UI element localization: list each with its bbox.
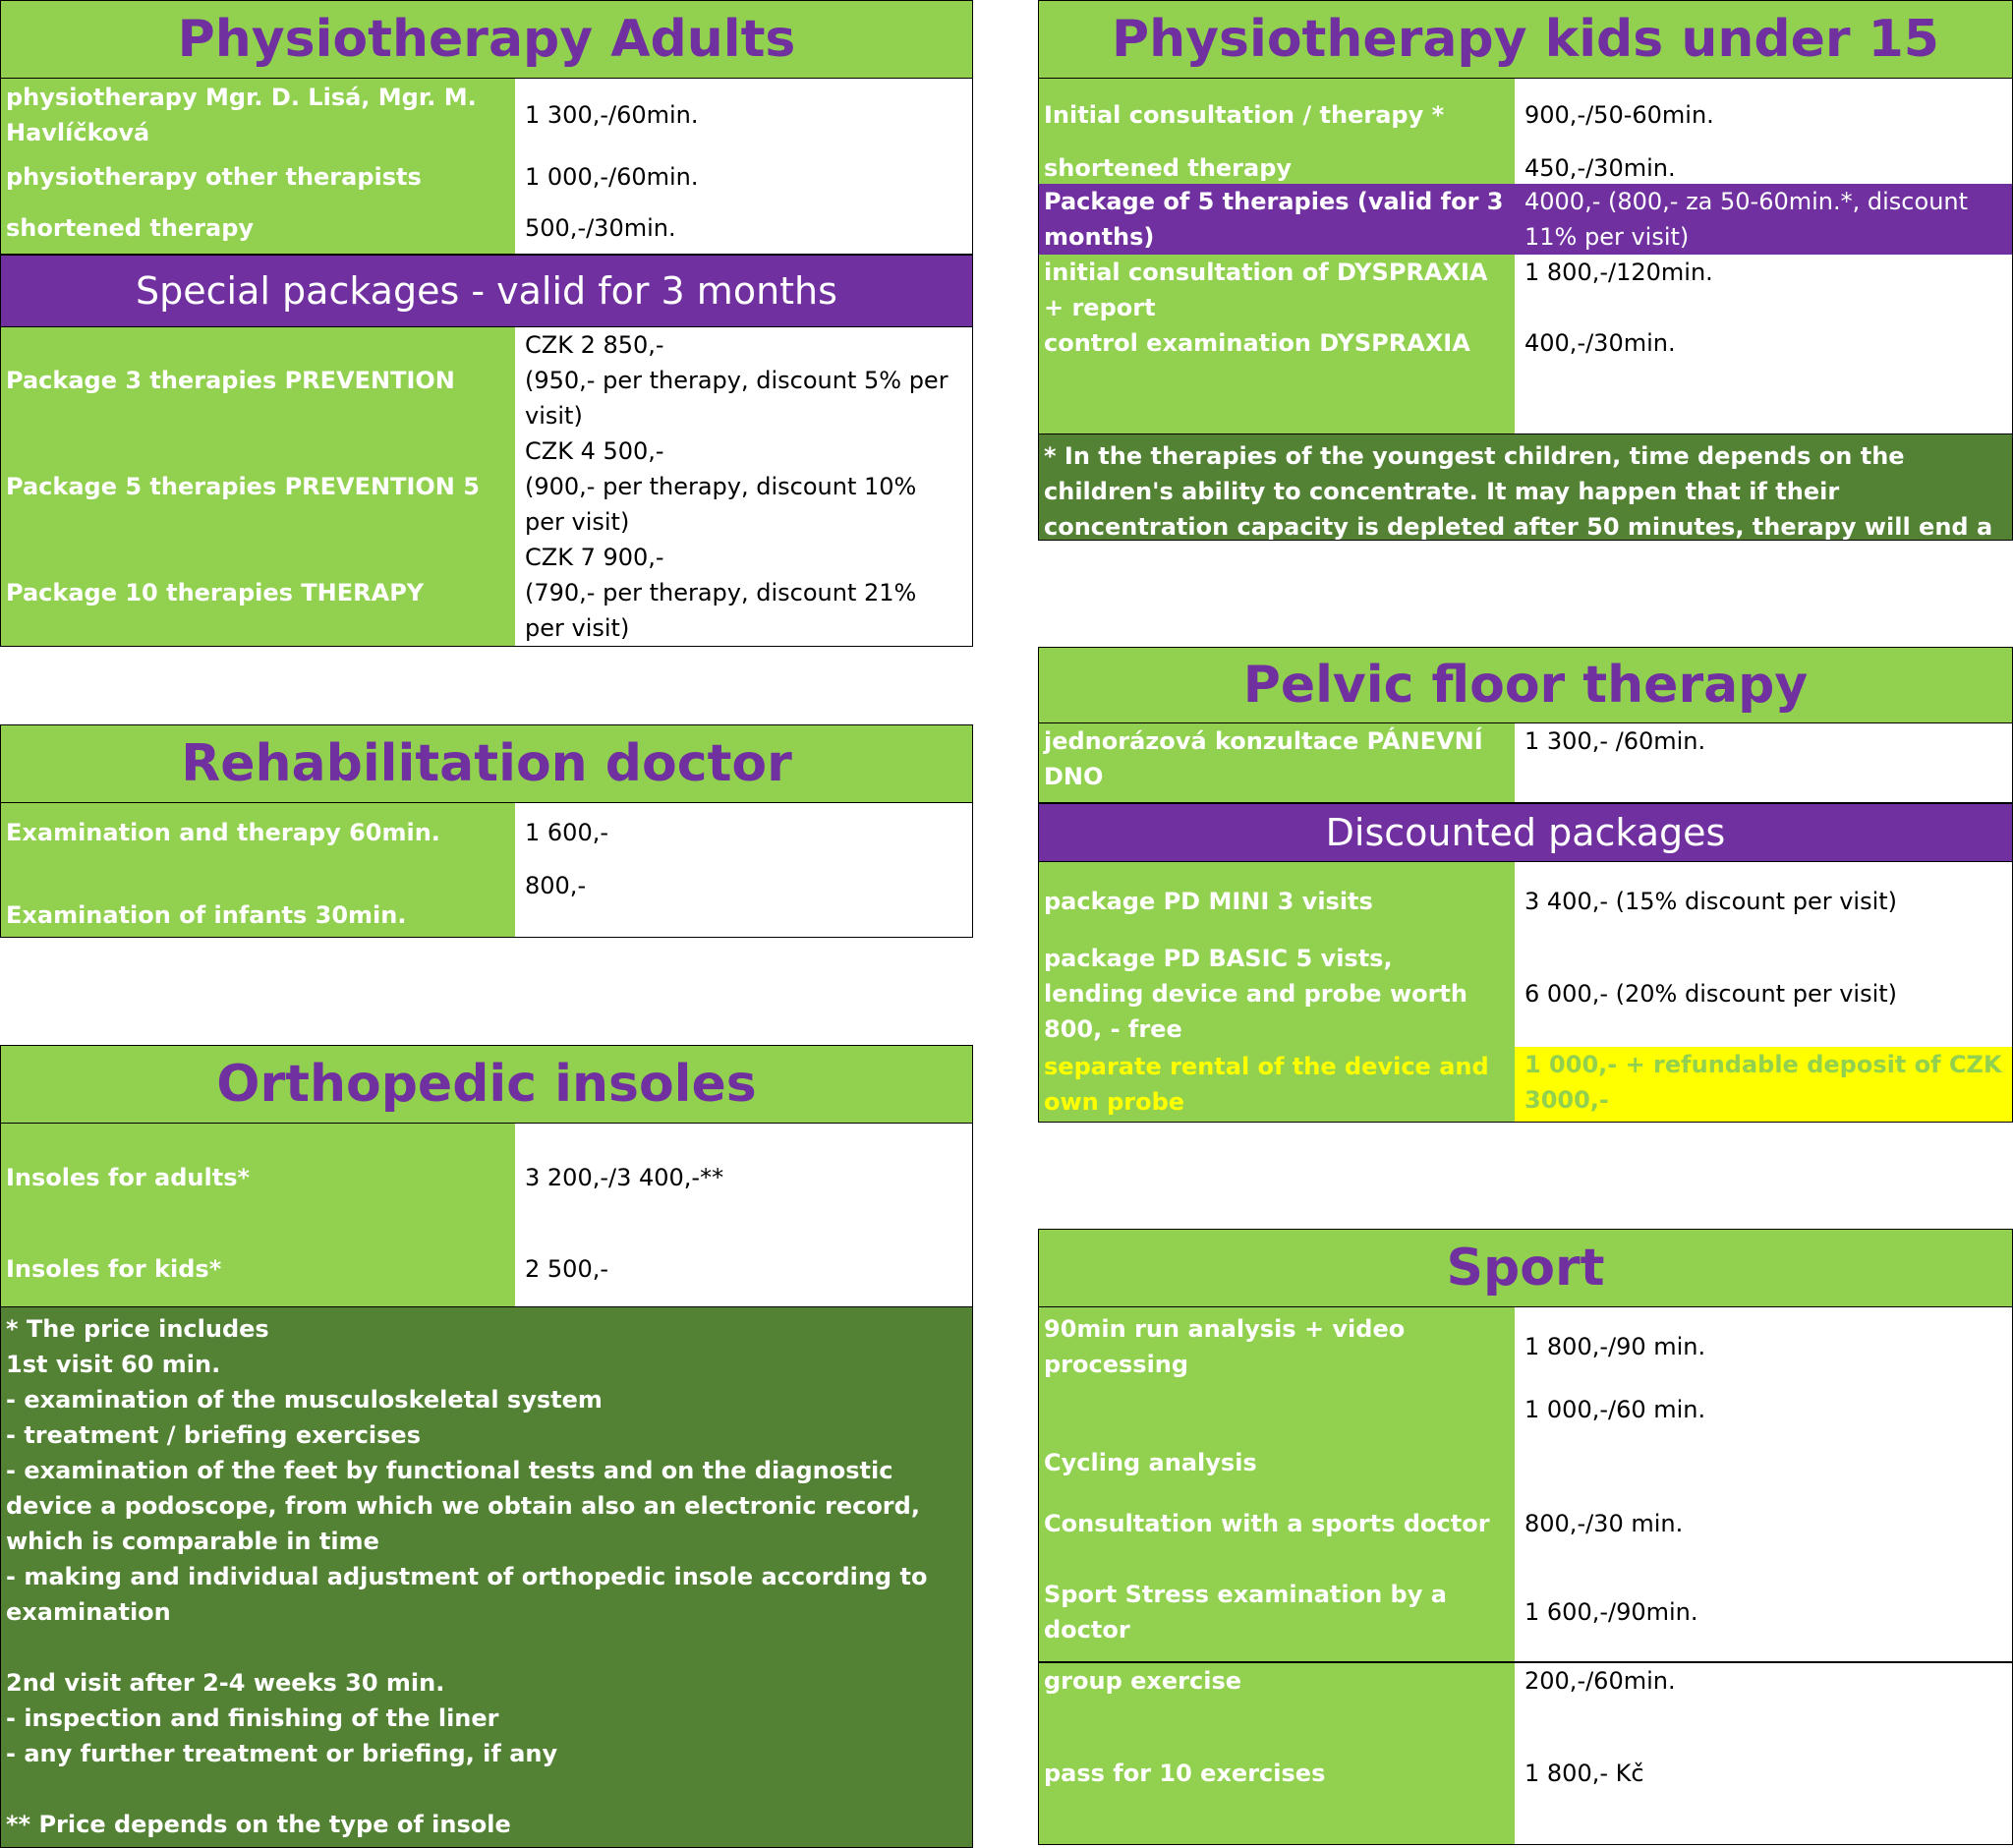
row-value: 1 000,-/60min. <box>515 151 972 202</box>
price-row <box>1039 1386 2012 1484</box>
row-label: shortened therapy <box>1 202 515 254</box>
price-row <box>1039 723 2012 802</box>
row-label: group exercise <box>1039 1663 1515 1750</box>
price-row <box>1 151 972 202</box>
rental-row <box>1039 1047 2012 1122</box>
row-label: 90min run analysis + video processing <box>1039 1307 1515 1386</box>
special-packages-rows <box>0 327 973 647</box>
row-value: 1 800,-/120min. <box>1515 255 2012 325</box>
kids-rows <box>1038 79 2013 434</box>
package-row <box>1 327 972 433</box>
rehab-title: Rehabilitation doctor <box>0 724 973 803</box>
price-row <box>1039 255 2012 325</box>
row-label: Sport Stress examination by a doctor <box>1039 1563 1515 1661</box>
row-value: 1 600,- <box>515 803 972 862</box>
row-value: CZK 7 900,- (790,- per therapy, discount 21% per visit) <box>515 540 972 646</box>
price-row <box>1 79 972 151</box>
kids-note: * In the therapies of the youngest children, time depends on the children's ability to concentrate. It may happen that if their concentration capacity is depleted after 50 minutes, therapy will end a few minutes earlier in their interest <box>1038 434 2013 541</box>
row-value: 4000,- (800,- za 50-60min.*, discount 11% per visit) <box>1515 184 2012 255</box>
sport-panel <box>1038 1229 2013 1845</box>
price-row <box>1039 1750 2012 1844</box>
price-row <box>1 1232 972 1306</box>
row-value: 1 800,-/90 min. <box>1515 1307 2012 1386</box>
sport-title: Sport <box>1038 1229 2013 1307</box>
price-row <box>1 803 972 862</box>
package-row <box>1039 184 2012 255</box>
row-value: 6 000,- (20% discount per visit) <box>1515 941 2012 1047</box>
insoles-note: * The price includes 1st visit 60 min. - examination of the musculoskeletal system - treatment / briefing exercises - examination of the feet by functional tests and on the diagnostic device a podoscope, from which we obtain also an electronic record, which is comparable in time - making and individual adjustment of orthopedic insole according to examination 2nd visit after 2-4 weeks 30 min. - inspection and finishing of the liner - any further treatment or briefing, if any ** Price depends on the type of insole <box>0 1307 973 1848</box>
row-value: CZK 4 500,- (900,- per therapy, discount 10% per visit) <box>515 433 972 540</box>
insoles-title: Orthopedic insoles <box>0 1045 973 1124</box>
row-label: control examination DYSPRAXIA <box>1039 325 1515 433</box>
price-row <box>1039 151 2012 184</box>
physio-adults-panel <box>0 0 973 647</box>
row-value: 450,-/30min. <box>1515 151 2012 184</box>
row-value: 1 300,-/60min. <box>515 79 972 151</box>
row-value: 2 500,- <box>515 1232 972 1306</box>
package-row <box>1 540 972 646</box>
discounted-packages-title: Discounted packages <box>1038 803 2013 862</box>
row-label: Cycling analysis <box>1039 1386 1515 1484</box>
row-value: 3 200,-/3 400,-** <box>515 1124 972 1232</box>
pelvic-panel <box>1038 647 2013 1123</box>
row-value: 1 000,-/60 min. <box>1515 1386 2012 1484</box>
rehab-rows <box>0 803 973 938</box>
insoles-panel <box>0 1045 973 1848</box>
row-label: Examination and therapy 60min. <box>1 803 515 862</box>
price-row <box>1039 1484 2012 1563</box>
package-row <box>1039 862 2012 941</box>
row-value: 1 600,-/90min. <box>1515 1563 2012 1661</box>
price-row <box>1039 1307 2012 1386</box>
row-label: Package 3 therapies PREVENTION <box>1 327 515 433</box>
row-label: shortened therapy <box>1039 151 1515 184</box>
row-label: Package 10 therapies THERAPY <box>1 540 515 646</box>
row-label: initial consultation of DYSPRAXIA + report <box>1039 255 1515 325</box>
pelvic-title: Pelvic floor therapy <box>1038 647 2013 723</box>
row-value: 1 800,- Kč <box>1515 1750 2012 1844</box>
price-row <box>1039 1563 2012 1661</box>
price-row <box>1039 79 2012 151</box>
row-value: 200,-/60min. <box>1515 1663 2012 1750</box>
row-value: 400,-/30min. <box>1515 325 2012 433</box>
price-row <box>1 202 972 254</box>
physio-adults-rows <box>0 79 973 255</box>
row-label: Package 5 therapies PREVENTION 5 <box>1 433 515 540</box>
row-label: Initial consultation / therapy * <box>1039 79 1515 151</box>
price-row <box>1 1124 972 1232</box>
special-packages-title: Special packages - valid for 3 months <box>0 255 973 327</box>
kids-title: Physiotherapy kids under 15 <box>1038 0 2013 79</box>
pelvic-rows <box>1038 723 2013 803</box>
kids-panel <box>1038 0 2013 576</box>
row-label: Package of 5 therapies (valid for 3 months) <box>1039 184 1515 255</box>
row-value: 500,-/30min. <box>515 202 972 254</box>
row-label: physiotherapy Mgr. D. Lisá, Mgr. M. Havlíčková <box>1 79 515 151</box>
row-label: Consultation with a sports doctor <box>1039 1484 1515 1563</box>
package-row <box>1 433 972 540</box>
row-label: Insoles for kids* <box>1 1232 515 1306</box>
row-label: package PD MINI 3 visits <box>1039 862 1515 941</box>
row-label: Insoles for adults* <box>1 1124 515 1232</box>
price-row <box>1039 1661 2012 1750</box>
price-row <box>1 862 972 937</box>
sport-rows <box>1038 1307 2013 1845</box>
insoles-rows <box>0 1124 973 1307</box>
physio-adults-title: Physiotherapy Adults <box>0 0 973 79</box>
row-label: Examination of infants 30min. <box>1 862 515 937</box>
row-value: 900,-/50-60min. <box>1515 79 2012 151</box>
row-value: CZK 2 850,- (950,- per therapy, discount 5% per visit) <box>515 327 972 433</box>
price-row <box>1039 325 2012 433</box>
row-value: 800,-/30 min. <box>1515 1484 2012 1563</box>
discounted-packages-rows <box>1038 862 2013 1123</box>
row-label: jednorázová konzultace PÁNEVNÍ DNO <box>1039 723 1515 802</box>
package-row <box>1039 941 2012 1047</box>
row-label: physiotherapy other therapists <box>1 151 515 202</box>
row-label: separate rental of the device and own probe <box>1039 1047 1515 1122</box>
row-label: pass for 10 exercises <box>1039 1750 1515 1844</box>
row-value: 3 400,- (15% discount per visit) <box>1515 862 2012 941</box>
row-value: 1 000,- + refundable deposit of CZK 3000,- <box>1515 1047 2012 1122</box>
row-value: 800,- <box>515 862 972 937</box>
rehab-panel <box>0 724 973 938</box>
row-value: 1 300,- /60min. <box>1515 723 2012 802</box>
row-label: package PD BASIC 5 vists, lending device and probe worth 800, - free <box>1039 941 1515 1047</box>
